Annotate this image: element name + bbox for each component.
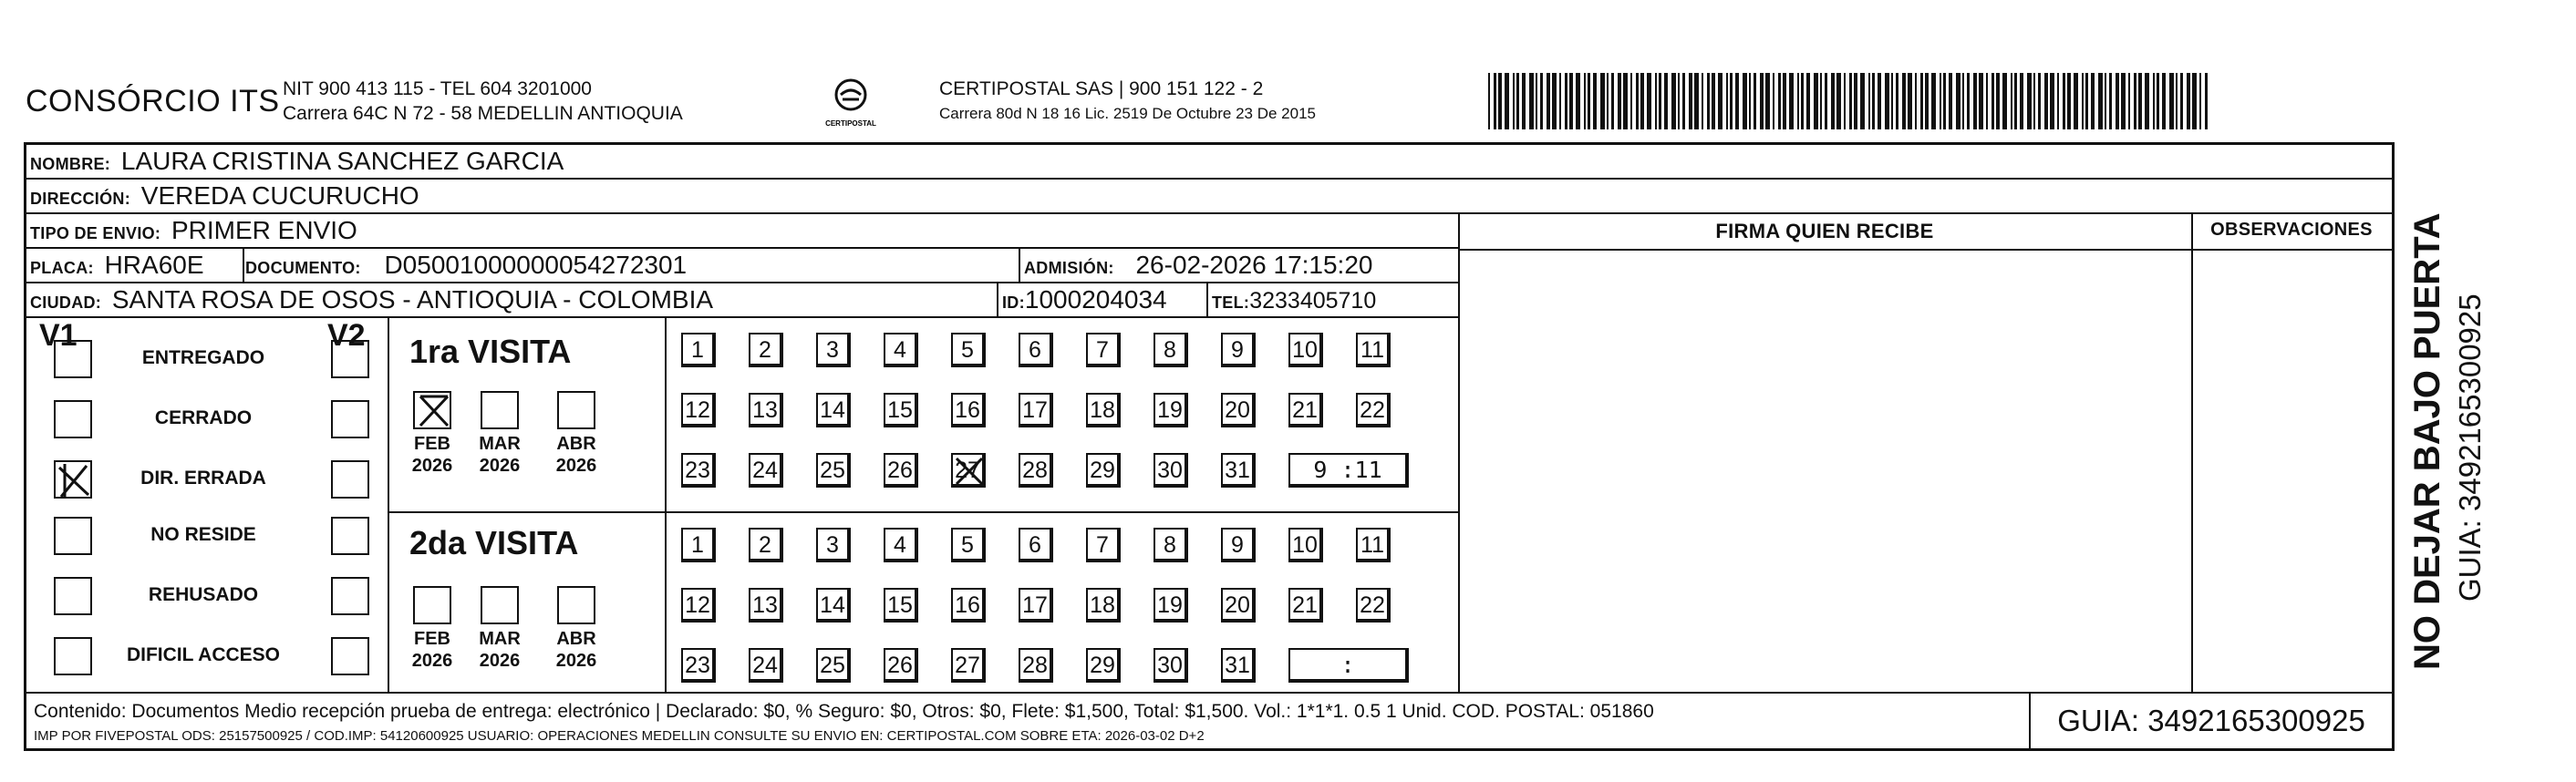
ship-type-row [26, 214, 1458, 249]
day-box[interactable]: 11 [1356, 528, 1391, 562]
recipient-address: VEREDA CUCURUCHO [140, 181, 419, 210]
v2-checkbox[interactable] [331, 460, 369, 499]
barcode-bar [1849, 73, 1852, 129]
day-box[interactable]: 2 [749, 528, 783, 562]
month-year: 2026 [555, 456, 597, 476]
barcode-bar [2002, 73, 2007, 129]
barcode-bar [1671, 73, 1676, 129]
tel-label: TEL: [1212, 293, 1250, 312]
day-box[interactable]: 24 [749, 453, 783, 488]
day-box[interactable]: 30 [1154, 648, 1188, 683]
month-name: ABR [556, 629, 596, 649]
barcode-bar [2205, 73, 2208, 129]
barcode-bar [2098, 73, 2103, 129]
day-box[interactable]: 20 [1221, 393, 1256, 427]
barcode-bar [1754, 73, 1756, 129]
barcode-bar [2192, 73, 2197, 129]
barcode-bar [1789, 73, 1794, 129]
barcode-bar [2134, 73, 2136, 129]
day-box[interactable]: 27 [951, 453, 986, 488]
certipostal-logo [821, 75, 881, 131]
barcode-bar [2116, 73, 2119, 129]
barcode-bar [2091, 73, 2095, 129]
barcode-bar [1540, 73, 1543, 129]
day-box[interactable]: 30 [1154, 453, 1188, 488]
v1-checkbox[interactable] [54, 637, 92, 675]
divider [1206, 283, 1208, 318]
nit-line: NIT 900 413 115 - TEL 604 3201000 [283, 78, 592, 99]
day-box[interactable]: 22 [1356, 393, 1391, 427]
v1-checkbox[interactable] [54, 577, 92, 615]
barcode-bar [2011, 73, 2012, 129]
barcode-bar [1659, 73, 1661, 129]
delivery-form [24, 142, 2395, 751]
barcode-bar [1488, 73, 1490, 129]
barcode-bar [2105, 73, 2106, 129]
first-visit-title: 1ra VISITA [409, 333, 572, 370]
day-box[interactable]: 11 [1356, 333, 1391, 367]
footer [26, 694, 2392, 748]
barcode-bar [2169, 73, 2174, 129]
day-box[interactable]: 19 [1154, 393, 1188, 427]
barcode-bar [1678, 73, 1680, 129]
day-box[interactable]: 17 [1019, 393, 1053, 427]
barcode-bar [2044, 73, 2048, 129]
barcode-bar [2063, 73, 2065, 129]
barcode-bar [2128, 73, 2130, 129]
barcode-bar [2145, 73, 2149, 129]
tel-value: 3233405710 [1249, 288, 1377, 314]
recipient-name: LAURA CRISTINA SANCHEZ GARCIA [120, 147, 564, 175]
v1-heading: V1 [39, 318, 78, 353]
barcode-bar [1896, 73, 1898, 129]
barcode-bar [1743, 73, 1747, 129]
barcode-bar [1623, 73, 1628, 129]
day-box[interactable]: 14 [816, 393, 851, 427]
day-box[interactable]: 26 [884, 648, 918, 683]
day-box[interactable]: 28 [1019, 453, 1053, 488]
status-label: DIFICIL ACCESO [126, 644, 280, 665]
barcode-bar [1694, 73, 1699, 129]
barcode-bar [1831, 73, 1835, 129]
barcode-bar [1920, 73, 1923, 129]
day-box[interactable]: 1 [681, 528, 716, 562]
admission-label: ADMISIÓN: [1024, 259, 1114, 277]
month-checkbox[interactable] [413, 391, 451, 429]
day-box[interactable]: 6 [1019, 333, 1053, 367]
v2-checkbox[interactable] [331, 577, 369, 615]
barcode-bar [1707, 73, 1710, 129]
no-under-door-notice: NO DEJAR BAJO PUERTA [2407, 212, 2447, 670]
v1-checkbox[interactable] [54, 340, 92, 378]
barcode-bar [1529, 73, 1534, 129]
barcode-bar [1559, 73, 1561, 129]
barcode-bar [1940, 73, 1941, 129]
barcode-bar [1498, 73, 1502, 129]
day-box[interactable]: 21 [1288, 393, 1323, 427]
barcode-bar [2157, 73, 2159, 129]
side-guia: GUIA: 3492165300925 [2453, 293, 2487, 602]
day-box[interactable]: 16 [951, 588, 986, 623]
tel-cell [1212, 283, 1376, 319]
month-year: 2026 [411, 456, 453, 476]
plate: HRA60E [104, 251, 204, 279]
barcode-bar [2020, 73, 2023, 129]
v2-checkbox[interactable] [331, 340, 369, 378]
barcode-bar [1962, 73, 1964, 129]
day-box[interactable]: 29 [1086, 453, 1121, 488]
second-visit-title: 2da VISITA [409, 524, 579, 561]
barcode-bar [2082, 73, 2084, 129]
day-box[interactable]: 10 [1288, 333, 1323, 367]
visits-separator [388, 511, 1458, 513]
day-box[interactable]: 20 [1221, 588, 1256, 623]
plate-row [26, 249, 1458, 283]
city: SANTA ROSA DE OSOS - ANTIOQUIA - COLOMBIA [111, 285, 714, 314]
company-address: Carrera 64C N 72 - 58 MEDELLIN ANTIOQUIA [283, 103, 683, 124]
barcode-bar [1760, 73, 1764, 129]
day-box[interactable]: 5 [951, 333, 986, 367]
barcode-bar [1618, 73, 1621, 129]
day-box[interactable]: 26 [884, 453, 918, 488]
status-label: DIR. ERRADA [140, 468, 266, 489]
month-label [474, 628, 525, 672]
day-box[interactable]: 13 [749, 393, 783, 427]
day-box[interactable]: 17 [1019, 588, 1053, 623]
certipostal-line: CERTIPOSTAL SAS | 900 151 122 - 2 [939, 78, 1264, 99]
city-label: CIUDAD: [30, 293, 102, 312]
barcode-bar [2014, 73, 2017, 129]
barcode-bar [2038, 73, 2041, 129]
day-box[interactable]: 12 [681, 393, 716, 427]
barcode-bar [1607, 73, 1609, 129]
divider [1019, 249, 1020, 283]
barcode-bar [1979, 73, 1983, 129]
barcode [1488, 73, 2218, 133]
time-box[interactable]: 9 :11 [1288, 453, 1409, 488]
month-year: 2026 [479, 456, 521, 476]
signature-heading: FIRMA QUIEN RECIBE [1715, 220, 1934, 242]
barcode-bar [1516, 73, 1519, 129]
content-summary: Contenido: Documentos Medio recepción prueba de entrega: electrónico | Declarado: $0, % Seguro: $0, Otros: $0, Flete: $1,500, Total: $1,500. Vol.: 1*1*1. 0.5 1 Unid. COD. POSTAL: 051860 [34, 701, 1654, 722]
barcode-bar [1844, 73, 1846, 129]
barcode-bar [1505, 73, 1509, 129]
barcode-bar [1640, 73, 1644, 129]
day-box[interactable]: 24 [749, 648, 783, 683]
barcode-bar [2176, 73, 2178, 129]
barcode-bar [1956, 73, 1960, 129]
ship-type-label: TIPO DE ENVIO: [30, 224, 161, 242]
certipostal-license: Carrera 80d N 18 16 Lic. 2519 De Octubre 23 De 2015 [939, 105, 1316, 122]
barcode-bar [1630, 73, 1632, 129]
barcode-bar [1647, 73, 1651, 129]
barcode-bar [1588, 73, 1590, 129]
name-label: NOMBRE: [30, 155, 111, 173]
barcode-bar [1820, 73, 1822, 129]
day-box[interactable]: 3 [816, 333, 851, 367]
barcode-bar [1973, 73, 1977, 129]
status-label: NO RESIDE [150, 524, 256, 545]
barcode-bar [1860, 73, 1865, 129]
status-label: ENTREGADO [141, 347, 265, 368]
day-box[interactable]: 4 [884, 333, 918, 367]
month-label [551, 628, 602, 672]
barcode-bar [1611, 73, 1614, 129]
v2-checkbox[interactable] [331, 517, 369, 555]
certipostal-info [939, 77, 1316, 126]
barcode-bar [1547, 73, 1550, 129]
day-box[interactable]: 25 [816, 648, 851, 683]
barcode-bar [1991, 73, 1994, 129]
barcode-bar [1712, 73, 1715, 129]
barcode-bar [2109, 73, 2112, 129]
barcode-bar [1854, 73, 1857, 129]
barcode-bar [1891, 73, 1893, 129]
name-row [26, 145, 2392, 180]
admission-date: 26-02-2026 17:15:20 [1135, 251, 1373, 279]
month-name: MAR [479, 629, 521, 649]
barcode-bar [1682, 73, 1685, 129]
day-box[interactable]: 2 [749, 333, 783, 367]
barcode-bar [1949, 73, 1952, 129]
day-box[interactable]: 18 [1086, 588, 1121, 623]
day-box[interactable]: 7 [1086, 333, 1121, 367]
footer-guia: GUIA: 3492165300925 [2029, 694, 2392, 750]
barcode-bar [1565, 73, 1567, 129]
barcode-bar [1718, 73, 1723, 129]
barcode-bar [1967, 73, 1970, 129]
day-box[interactable]: 3 [816, 528, 851, 562]
company-info [283, 77, 683, 126]
month-label [551, 433, 602, 477]
barcode-bar [1825, 73, 1827, 129]
barcode-bar [1600, 73, 1605, 129]
barcode-bar [2050, 73, 2054, 129]
day-box[interactable]: 14 [816, 588, 851, 623]
divider [243, 249, 244, 283]
barcode-bar [1996, 73, 2000, 129]
status-label: CERRADO [154, 407, 253, 428]
month-label [407, 628, 458, 672]
barcode-bar [1735, 73, 1739, 129]
signature-area[interactable] [1460, 251, 2189, 690]
barcode-bar [1797, 73, 1799, 129]
day-box[interactable]: 8 [1154, 528, 1188, 562]
day-box[interactable]: 10 [1288, 528, 1323, 562]
v1-checkbox[interactable] [54, 517, 92, 555]
barcode-bar [2027, 73, 2032, 129]
barcode-bar [2138, 73, 2142, 129]
barcode-bar [2057, 73, 2059, 129]
day-box[interactable]: 9 [1221, 528, 1256, 562]
status-label: REHUSADO [148, 584, 259, 605]
barcode-bar [2074, 73, 2078, 129]
barcode-bar [1778, 73, 1781, 129]
barcode-bar [1655, 73, 1657, 129]
barcode-bar [1664, 73, 1668, 129]
doc-label: DOCUMENTO: [245, 259, 361, 277]
barcode-bar [1908, 73, 1912, 129]
status-divider [388, 318, 389, 692]
barcode-bar [1885, 73, 1889, 129]
month-checkbox[interactable] [481, 586, 519, 624]
address-row [26, 180, 2392, 214]
barcode-bar [1494, 73, 1496, 129]
barcode-bar [1915, 73, 1917, 129]
day-box[interactable]: 4 [884, 528, 918, 562]
observations-area[interactable] [2193, 251, 2390, 690]
plate-label: PLACA: [30, 259, 94, 277]
day-box[interactable]: 23 [681, 453, 716, 488]
day-box[interactable]: 12 [681, 588, 716, 623]
day-box[interactable]: 7 [1086, 528, 1121, 562]
month-label [407, 433, 458, 477]
barcode-bar [1836, 73, 1841, 129]
v2-heading: V2 [327, 318, 366, 353]
month-checkbox[interactable] [481, 391, 519, 429]
barcode-bar [1576, 73, 1580, 129]
barcode-bar [1801, 73, 1804, 129]
barcode-bar [1931, 73, 1936, 129]
day-box[interactable]: 31 [1221, 453, 1256, 488]
print-info: IMP POR FIVEPOSTAL ODS: 25157500925 / COD.IMP: 54120600925 USUARIO: OPERACIONES MEDELLIN CONSULTE SU ENVIO EN: CERTIPOSTAL.COM SOBRE ETA: 2026-03-02 D+2 [34, 728, 1205, 744]
day-box[interactable]: 5 [951, 528, 986, 562]
barcode-bar [1730, 73, 1733, 129]
day-box[interactable]: 18 [1086, 393, 1121, 427]
barcode-bar [1814, 73, 1818, 129]
barcode-bar [1536, 73, 1537, 129]
barcode-bar [1702, 73, 1703, 129]
v2-checkbox[interactable] [331, 637, 369, 675]
barcode-bar [1765, 73, 1770, 129]
day-box[interactable]: 23 [681, 648, 716, 683]
barcode-bar [1868, 73, 1870, 129]
month-year: 2026 [411, 651, 453, 671]
barcode-bar [2162, 73, 2166, 129]
day-box[interactable]: 27 [951, 648, 986, 683]
day-box[interactable]: 25 [816, 453, 851, 488]
observations-heading: OBSERVACIONES [2210, 220, 2373, 240]
month-checkbox[interactable] [557, 391, 595, 429]
day-box[interactable]: 15 [884, 588, 918, 623]
admission-cell [1024, 249, 1372, 284]
month-label [474, 433, 525, 477]
barcode-bar [1593, 73, 1597, 129]
barcode-bar [2033, 73, 2035, 129]
barcode-bar [1872, 73, 1875, 129]
v1-checkbox[interactable] [54, 460, 92, 499]
barcode-bar [1636, 73, 1639, 129]
month-name: FEB [414, 434, 450, 454]
barcode-bar [1522, 73, 1526, 129]
barcode-bar [2199, 73, 2201, 129]
barcode-bar [1749, 73, 1751, 129]
barcode-bar [1773, 73, 1774, 129]
day-box[interactable]: 28 [1019, 648, 1053, 683]
logo-text: CERTIPOSTAL [825, 119, 876, 128]
month-name: MAR [479, 434, 521, 454]
v1-checkbox[interactable] [54, 400, 92, 438]
city-row [26, 283, 1458, 318]
barcode-bar [1806, 73, 1810, 129]
day-box[interactable]: 13 [749, 588, 783, 623]
id-value: 1000204034 [1024, 285, 1167, 314]
time-box[interactable]: : [1288, 648, 1409, 683]
day-box[interactable]: 29 [1086, 648, 1121, 683]
day-box[interactable]: 21 [1288, 588, 1323, 623]
barcode-bar [1783, 73, 1786, 129]
day-box[interactable]: 9 [1221, 333, 1256, 367]
barcode-bar [1569, 73, 1573, 129]
month-checkbox[interactable] [557, 586, 595, 624]
barcode-bar [2067, 73, 2071, 129]
barcode-bar [2187, 73, 2190, 129]
day-box[interactable]: 1 [681, 333, 716, 367]
id-label: ID: [1002, 293, 1025, 312]
barcode-bar [1513, 73, 1515, 129]
divider [997, 283, 998, 318]
barcode-bar [1689, 73, 1692, 129]
barcode-bar [1902, 73, 1906, 129]
day-box[interactable]: 22 [1356, 588, 1391, 623]
barcode-bar [2085, 73, 2088, 129]
barcode-bar [1878, 73, 1881, 129]
doc-number: D05001000000054272301 [384, 251, 688, 279]
barcode-bar [2153, 73, 2155, 129]
day-box[interactable]: 15 [884, 393, 918, 427]
month-checkbox[interactable] [413, 586, 451, 624]
barcode-bar [1584, 73, 1586, 129]
day-box[interactable]: 16 [951, 393, 986, 427]
barcode-bar [1552, 73, 1557, 129]
barcode-bar [1726, 73, 1728, 129]
id-cell [1002, 283, 1167, 319]
barcode-bar [1943, 73, 1946, 129]
month-name: ABR [556, 434, 596, 454]
v2-checkbox[interactable] [331, 400, 369, 438]
day-box[interactable]: 6 [1019, 528, 1053, 562]
ship-type: PRIMER ENVIO [171, 216, 357, 244]
day-box[interactable]: 31 [1221, 648, 1256, 683]
month-name: FEB [414, 629, 450, 649]
barcode-bar [2180, 73, 2183, 129]
day-box[interactable]: 8 [1154, 333, 1188, 367]
barcode-bar [1986, 73, 1988, 129]
day-box[interactable]: 19 [1154, 588, 1188, 623]
visit-title-divider [665, 318, 667, 692]
month-year: 2026 [555, 651, 597, 671]
address-label: DIRECCIÓN: [30, 190, 130, 208]
month-year: 2026 [479, 651, 521, 671]
barcode-bar [2121, 73, 2126, 129]
barcode-bar [1925, 73, 1929, 129]
company-name: CONSÓRCIO ITS [26, 84, 280, 118]
doc-cell [245, 249, 687, 284]
